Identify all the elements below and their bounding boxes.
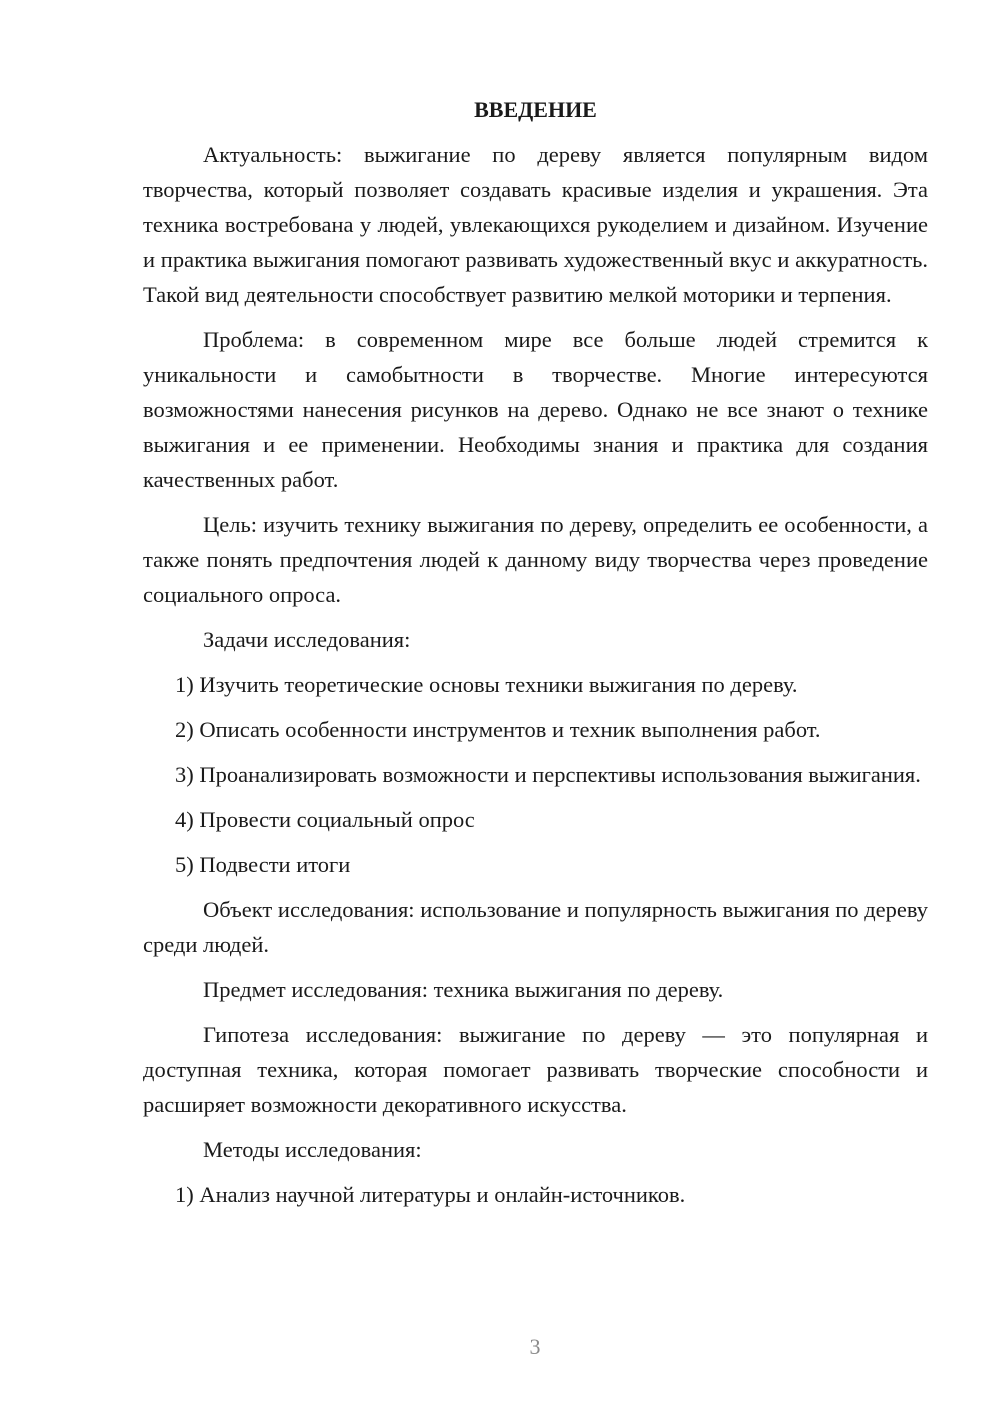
task-item: 2) Описать особенности инструментов и техник выполнения работ. xyxy=(175,717,821,742)
document-page xyxy=(143,92,928,1222)
method-item: 1) Анализ научной литературы и онлайн-источников. xyxy=(175,1182,686,1207)
task-item: 1) Изучить теоретические основы техники выжигания по дереву. xyxy=(175,672,798,697)
page-title: ВВЕДЕНИЕ xyxy=(474,97,597,122)
paragraph-hypothesis: Гипотеза исследования: выжигание по дереву — это популярная и доступная техника, которая помогает развивать творческие способности и расширяет возможности декоративного искусства. xyxy=(143,1022,928,1117)
task-item: 3) Проанализировать возможности и перспективы использования выжигания. xyxy=(175,762,921,787)
paragraph-relevance: Актуальность: выжигание по дереву является популярным видом творчества, который позволяет создавать красивые изделия и украшения. Эта техника востребована у людей, увлекающихся рукоделием и дизайном. Изучение и практика выжигания помогают развивать художественный вкус и аккуратность. Такой вид деятельности способствует развитию мелкой моторики и терпения. xyxy=(143,142,928,307)
paragraph-problem: Проблема: в современном мире все больше людей стремится к уникальности и самобытности в творчестве. Многие интересуются возможностями нанесения рисунков на дерево. Однако не все знают о технике выжигания и ее применении. Необходимы знания и практика для создания качественных работ. xyxy=(143,327,928,492)
methods-heading: Методы исследования: xyxy=(203,1137,422,1162)
page-number: 3 xyxy=(529,1334,541,1359)
tasks-heading: Задачи исследования: xyxy=(203,627,411,652)
task-item: 4) Провести социальный опрос xyxy=(175,807,475,832)
paragraph-object: Объект исследования: использование и популярность выжигания по дереву среди людей. xyxy=(143,897,928,957)
paragraph-subject: Предмет исследования: техника выжигания по дереву. xyxy=(203,977,724,1002)
paragraph-goal: Цель: изучить технику выжигания по дереву, определить ее особенности, а также понять предпочтения людей к данному виду творчества через проведение социального опроса. xyxy=(143,512,928,607)
task-item: 5) Подвести итоги xyxy=(175,852,351,877)
